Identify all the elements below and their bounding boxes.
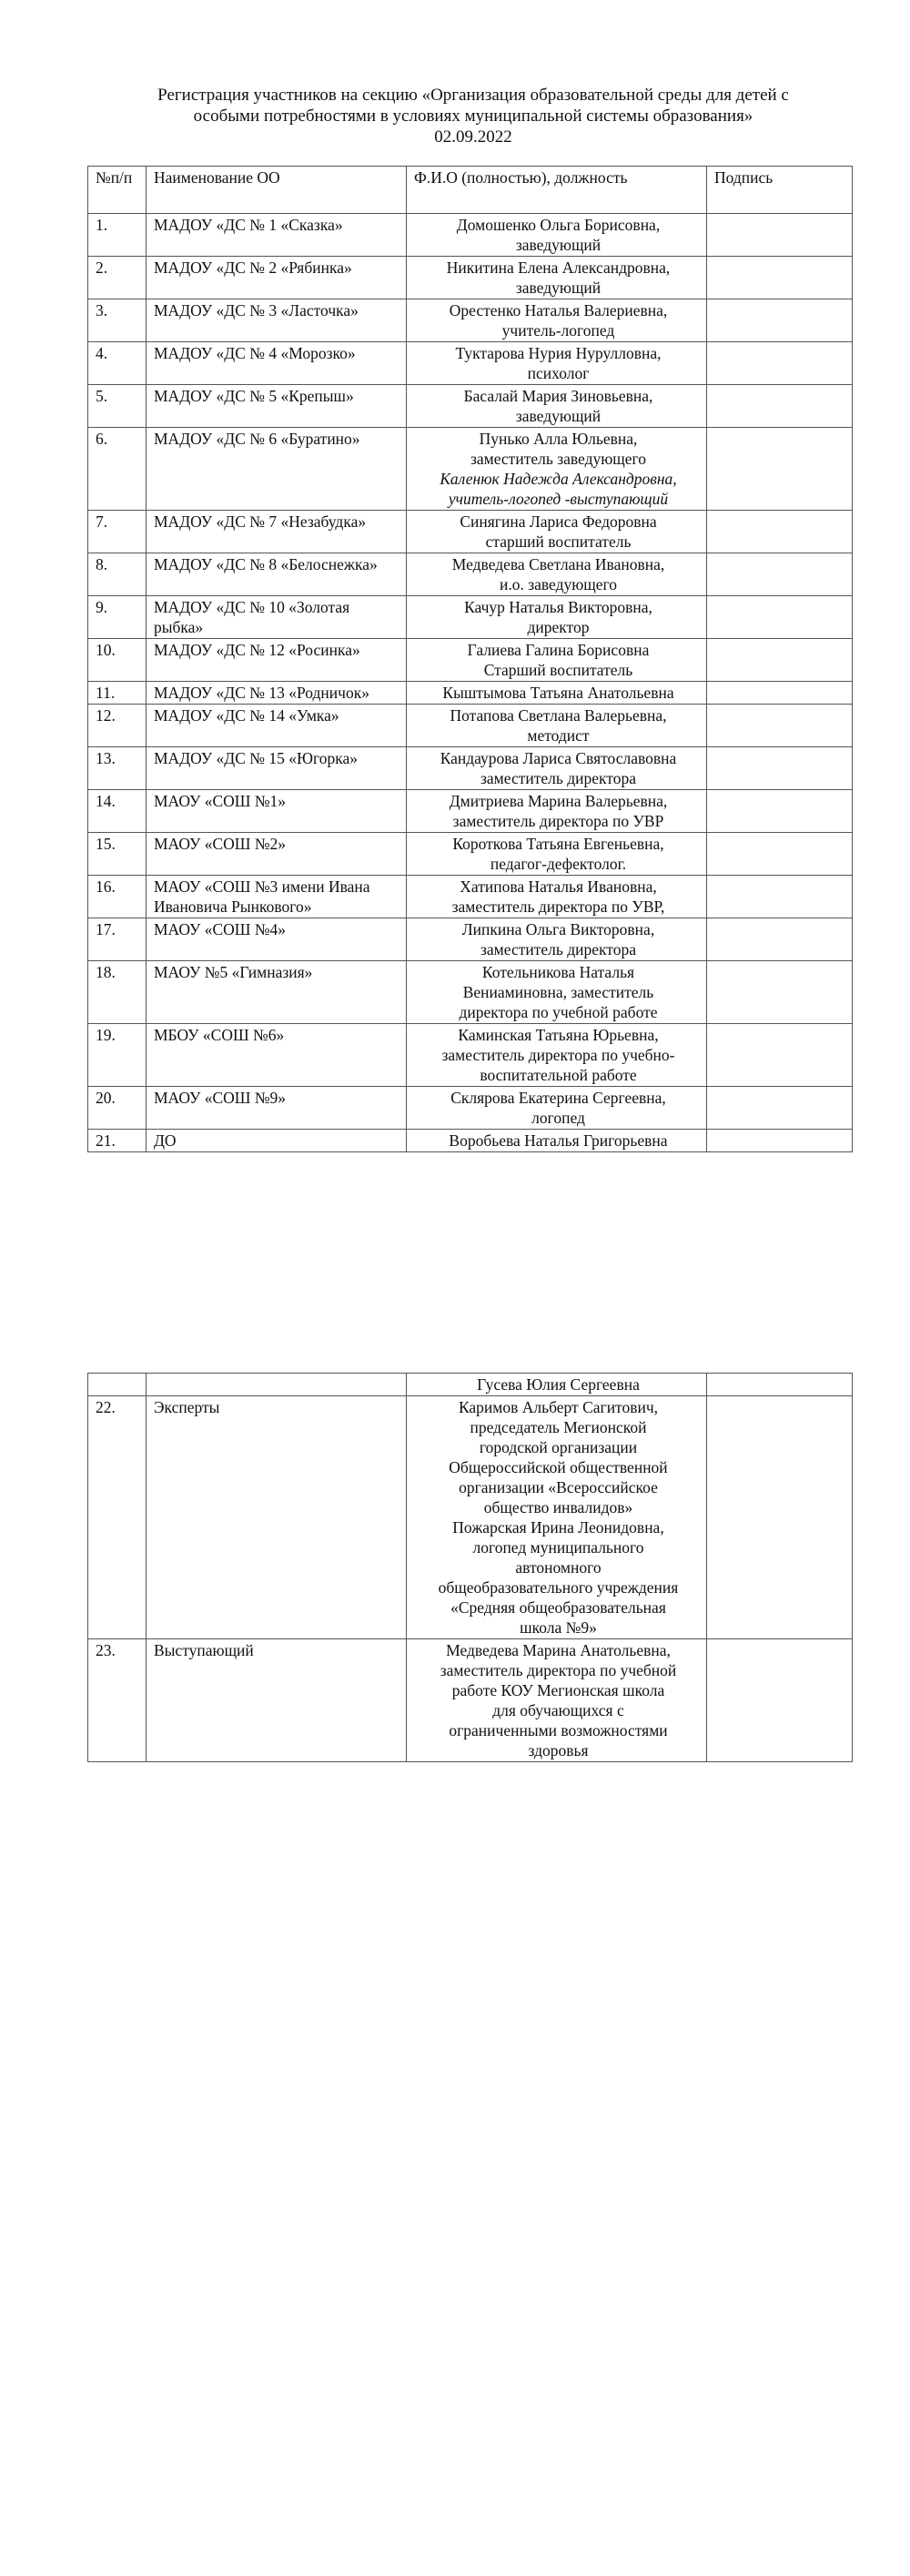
person-cell <box>407 1396 707 1639</box>
person-cell <box>407 214 707 257</box>
person-line: Общероссийской общественной <box>449 1458 668 1476</box>
person-cell <box>407 961 707 1024</box>
person-cell <box>407 790 707 833</box>
organization-cell: МАОУ «СОШ №4» <box>147 918 407 961</box>
organization-cell: Эксперты <box>147 1396 407 1639</box>
person-line: директора по учебной работе <box>459 1003 658 1021</box>
signature-cell <box>707 961 853 1024</box>
person-line: работе КОУ Мегионская школа <box>451 1681 665 1699</box>
person-line: Старший воспитатель <box>483 661 633 679</box>
person-line: Потапова Светлана Валерьевна, <box>450 706 667 725</box>
row-number: 14. <box>88 790 147 833</box>
person-cell <box>407 1639 707 1762</box>
person-cell <box>407 1130 707 1152</box>
person-line: Кандаурова Лариса Святославовна <box>440 749 677 767</box>
table-row <box>88 1374 853 1396</box>
person-line: Пожарская Ирина Леонидовна, <box>452 1518 664 1536</box>
table-row <box>88 961 853 1024</box>
person-line: автономного <box>515 1558 602 1577</box>
row-number: 15. <box>88 833 147 876</box>
signature-cell <box>707 214 853 257</box>
person-line: Пунько Алла Юльевна, <box>479 430 638 448</box>
person-line: заместитель директора по УВР, <box>451 898 665 916</box>
person-line: педагог-дефектолог. <box>490 855 627 873</box>
row-number: 5. <box>88 385 147 428</box>
person-cell <box>407 385 707 428</box>
person-line: для обучающихся с <box>492 1701 624 1719</box>
header-signature: Подпись <box>707 167 853 214</box>
table-row <box>88 385 853 428</box>
person-line: заведующий <box>515 236 602 254</box>
table-row <box>88 705 853 747</box>
signature-cell <box>707 1396 853 1639</box>
signature-cell <box>707 428 853 511</box>
person-cell <box>407 1374 707 1396</box>
row-number: 22. <box>88 1396 147 1639</box>
organization-cell: МАДОУ «ДС № 8 «Белоснежка» <box>147 553 407 596</box>
header-person: Ф.И.О (полностью), должность <box>407 167 707 214</box>
person-line: Синягина Лариса Федоровна <box>460 512 657 531</box>
person-line: заместитель директора по УВР <box>452 812 664 830</box>
row-number: 12. <box>88 705 147 747</box>
person-line: здоровья <box>528 1741 589 1760</box>
organization-cell: МАОУ «СОШ №1» <box>147 790 407 833</box>
table-row <box>88 833 853 876</box>
person-cell <box>407 342 707 385</box>
row-number: 8. <box>88 553 147 596</box>
organization-cell: МАОУ «СОШ №3 имени Ивана Ивановича Рынкового» <box>147 876 407 918</box>
table-row <box>88 876 853 918</box>
row-number: 4. <box>88 342 147 385</box>
signature-cell <box>707 1130 853 1152</box>
table-row <box>88 214 853 257</box>
person-line: Короткова Татьяна Евгеньевна, <box>452 835 664 853</box>
person-cell <box>407 705 707 747</box>
person-cell <box>407 747 707 790</box>
signature-cell <box>707 299 853 342</box>
row-number: 20. <box>88 1087 147 1130</box>
row-number: 9. <box>88 596 147 639</box>
signature-cell <box>707 385 853 428</box>
signature-cell <box>707 1374 853 1396</box>
organization-cell: МАДОУ «ДС № 10 «Золотая рыбка» <box>147 596 407 639</box>
row-number: 10. <box>88 639 147 682</box>
person-line: Туктарова Нурия Нурулловна, <box>455 344 662 362</box>
person-cell <box>407 1024 707 1087</box>
row-number: 7. <box>88 511 147 553</box>
signature-cell <box>707 705 853 747</box>
table-row <box>88 1024 853 1087</box>
table-header-row <box>88 167 853 214</box>
signature-cell <box>707 1024 853 1087</box>
organization-cell: МАДОУ «ДС № 13 «Родничок» <box>147 682 407 705</box>
signature-cell <box>707 553 853 596</box>
table-row <box>88 682 853 705</box>
table-row <box>88 1087 853 1130</box>
person-line: психолог <box>527 364 590 382</box>
organization-cell: Выступающий <box>147 1639 407 1762</box>
table-row <box>88 790 853 833</box>
person-line: методист <box>527 726 590 745</box>
person-line: Домошенко Ольга Борисовна, <box>456 216 661 234</box>
person-line: Галиева Галина Борисовна <box>467 641 650 659</box>
person-line: Басалай Мария Зиновьевна, <box>463 387 653 405</box>
person-line: общеобразовательного учреждения <box>438 1578 679 1597</box>
person-line: Липкина Ольга Викторовна, <box>461 920 655 938</box>
row-number: 3. <box>88 299 147 342</box>
row-number: 16. <box>88 876 147 918</box>
person-line: старший воспитатель <box>485 532 632 551</box>
organization-cell: МАДОУ «ДС № 7 «Незабудка» <box>147 511 407 553</box>
person-line: заместитель директора по учебно- <box>441 1046 675 1064</box>
signature-cell <box>707 511 853 553</box>
signature-cell <box>707 1639 853 1762</box>
signature-cell <box>707 639 853 682</box>
person-cell <box>407 833 707 876</box>
row-number: 23. <box>88 1639 147 1762</box>
row-number: 1. <box>88 214 147 257</box>
table-row <box>88 747 853 790</box>
person-line: Качур Наталья Викторовна, <box>464 598 652 616</box>
person-cell <box>407 1087 707 1130</box>
row-number: 18. <box>88 961 147 1024</box>
person-line: городской организации <box>479 1438 638 1456</box>
person-line: Вениаминовна, заместитель <box>462 983 654 1001</box>
header-organization: Наименование ОО <box>147 167 407 214</box>
table-row <box>88 639 853 682</box>
person-line: Воробьева Наталья Григорьевна <box>449 1131 668 1150</box>
organization-cell: МАДОУ «ДС № 14 «Умка» <box>147 705 407 747</box>
person-line: общество инвалидов» <box>483 1498 633 1516</box>
signature-cell <box>707 1087 853 1130</box>
person-line: заместитель директора <box>480 940 636 958</box>
organization-cell: МАДОУ «ДС № 1 «Сказка» <box>147 214 407 257</box>
person-line: Склярова Екатерина Сергеевна, <box>450 1089 666 1107</box>
person-cell <box>407 876 707 918</box>
person-line: Медведева Марина Анатольевна, <box>446 1641 671 1659</box>
signature-cell <box>707 257 853 299</box>
organization-cell: МБОУ «СОШ №6» <box>147 1024 407 1087</box>
organization-cell: МАОУ «СОШ №2» <box>147 833 407 876</box>
table-row <box>88 596 853 639</box>
row-number: 13. <box>88 747 147 790</box>
person-line: директор <box>527 618 590 636</box>
person-line: организации «Всероссийское <box>459 1478 658 1496</box>
person-line: Хатипова Наталья Ивановна, <box>460 877 657 896</box>
table-row <box>88 1396 853 1639</box>
registration-table <box>87 166 853 1152</box>
person-line: ограниченными возможностями <box>449 1721 668 1739</box>
person-cell <box>407 257 707 299</box>
signature-cell <box>707 876 853 918</box>
person-line: школа №9» <box>520 1618 597 1637</box>
person-line: учитель-логопед <box>501 321 615 340</box>
person-line: Котельникова Наталья <box>481 963 635 981</box>
person-cell <box>407 639 707 682</box>
person-line: воспитательной работе <box>480 1066 637 1084</box>
person-cell <box>407 553 707 596</box>
organization-cell <box>147 1374 407 1396</box>
table-row <box>88 257 853 299</box>
person-line: заместитель директора по учебной <box>440 1661 677 1679</box>
person-line: Каминская Татьяна Юрьевна, <box>458 1026 659 1044</box>
organization-cell: МАОУ «СОШ №9» <box>147 1087 407 1130</box>
person-cell <box>407 511 707 553</box>
row-number: 11. <box>88 682 147 705</box>
header-number: №п/п <box>88 167 147 214</box>
document-title <box>127 85 819 147</box>
organization-cell: МАДОУ «ДС № 3 «Ласточка» <box>147 299 407 342</box>
person-line: Орестенко Наталья Валериевна, <box>449 301 668 319</box>
table-row <box>88 428 853 511</box>
signature-cell <box>707 682 853 705</box>
table-row <box>88 918 853 961</box>
table-row <box>88 1130 853 1152</box>
row-number: 17. <box>88 918 147 961</box>
table-row <box>88 1639 853 1762</box>
title-date: 02.09.2022 <box>434 127 512 147</box>
signature-cell <box>707 596 853 639</box>
row-number: 21. <box>88 1130 147 1152</box>
person-line: Каримов Альберт Сагитович, <box>458 1398 659 1416</box>
person-line: Дмитриева Марина Валерьевна, <box>449 792 668 810</box>
table-row <box>88 553 853 596</box>
signature-cell <box>707 747 853 790</box>
person-cell <box>407 682 707 705</box>
row-number <box>88 1374 147 1396</box>
organization-cell: МАДОУ «ДС № 4 «Морозко» <box>147 342 407 385</box>
table-row <box>88 299 853 342</box>
organization-cell: МАОУ №5 «Гимназия» <box>147 961 407 1024</box>
person-cell <box>407 918 707 961</box>
table-row <box>88 342 853 385</box>
person-line: председатель Мегионской <box>470 1418 647 1436</box>
person-line: заведующий <box>515 279 602 297</box>
speaker-line: Каленюк Надежда Александровна, <box>440 470 677 488</box>
person-line: заместитель директора <box>480 769 636 787</box>
person-line: Гусева Юлия Сергеевна <box>477 1375 640 1394</box>
organization-cell: МАДОУ «ДС № 5 «Крепыш» <box>147 385 407 428</box>
signature-cell <box>707 790 853 833</box>
row-number: 2. <box>88 257 147 299</box>
speaker-line: учитель-логопед -выступающий <box>448 490 669 508</box>
organization-cell: МАДОУ «ДС № 12 «Росинка» <box>147 639 407 682</box>
person-line: Медведева Светлана Ивановна, <box>451 555 665 573</box>
person-cell <box>407 428 707 511</box>
row-number: 6. <box>88 428 147 511</box>
person-line: заместитель заведующего <box>470 450 647 468</box>
person-line: логопед муниципального <box>472 1538 644 1557</box>
title-line-1: Регистрация участников на секцию «Организация образовательной среды для детей с <box>157 86 789 105</box>
organization-cell: МАДОУ «ДС № 6 «Буратино» <box>147 428 407 511</box>
row-number: 19. <box>88 1024 147 1087</box>
signature-cell <box>707 342 853 385</box>
person-line: логопед <box>531 1109 585 1127</box>
person-cell <box>407 596 707 639</box>
person-line: «Средняя общеобразовательная <box>450 1598 666 1617</box>
title-line-2: особыми потребностями в условиях муниципальной системы образования» <box>193 106 753 126</box>
signature-cell <box>707 918 853 961</box>
organization-cell: МАДОУ «ДС № 15 «Югорка» <box>147 747 407 790</box>
signature-cell <box>707 833 853 876</box>
registration-table-continued <box>87 1373 853 1762</box>
person-line: Никитина Елена Александровна, <box>446 259 671 277</box>
organization-cell: ДО <box>147 1130 407 1152</box>
person-cell <box>407 299 707 342</box>
organization-cell: МАДОУ «ДС № 2 «Рябинка» <box>147 257 407 299</box>
person-line: заведующий <box>515 407 602 425</box>
person-line: и.о. заведующего <box>499 575 618 593</box>
person-line: Кыштымова Татьяна Анатольевна <box>442 684 674 702</box>
table-row <box>88 511 853 553</box>
